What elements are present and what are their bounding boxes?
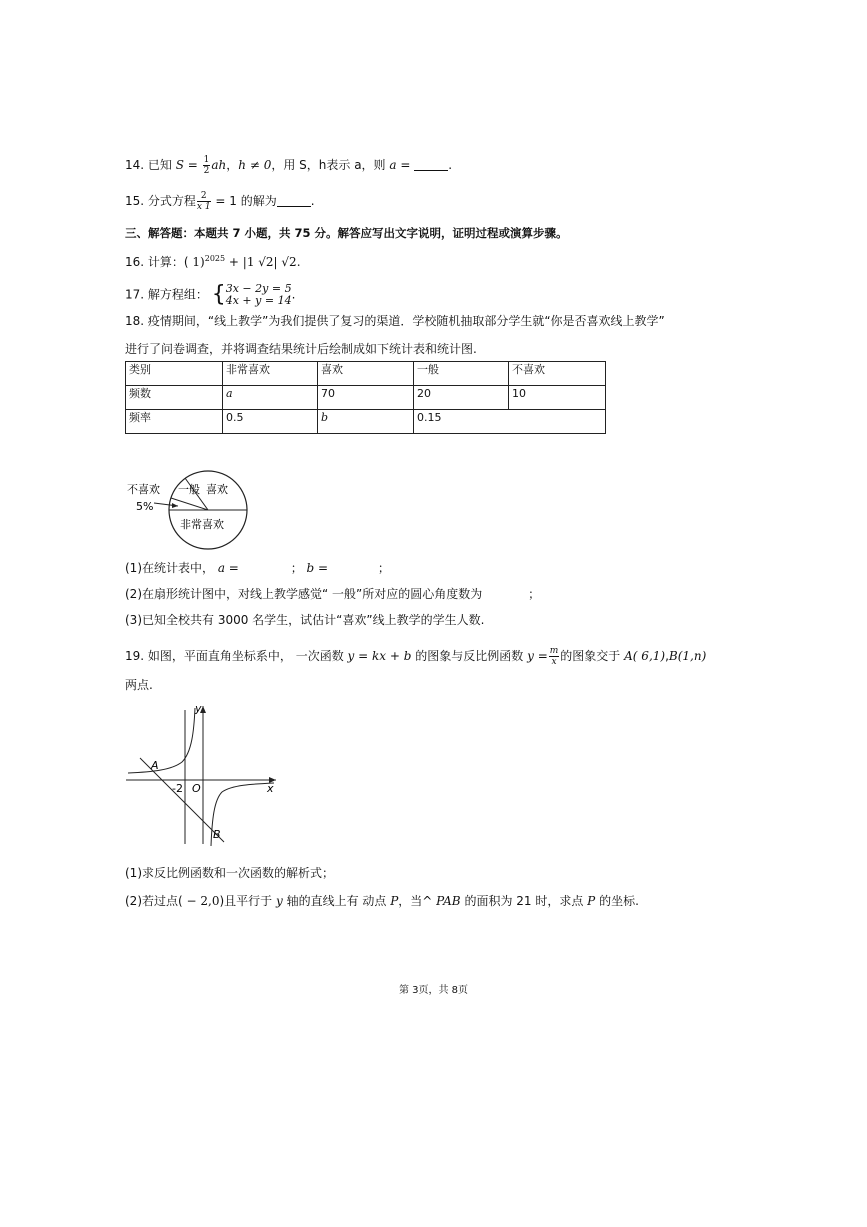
q14-formula-lhs: S = (175, 158, 198, 172)
q19-sub2e: 的面积为 21 时，求点 (460, 894, 584, 908)
q19-sub2a: (2)若过点( (125, 894, 183, 908)
graph-label-a: A (151, 759, 159, 772)
q19-line-2: 两点. (125, 678, 153, 692)
q16-exponent: 2025 (204, 254, 226, 263)
q19-linear-function: y = kx + b (347, 649, 412, 663)
question-16 (125, 251, 301, 270)
q17-end: . (291, 287, 296, 302)
q19-sub2b: )且平行于 (219, 894, 273, 908)
question-17 (125, 283, 295, 307)
q18-sub-3: (3)已知全校共有 3000 名学生，试估计“喜欢”线上教学的学生人数. (125, 613, 485, 627)
q19-sub2-p: P (386, 894, 399, 908)
table-cell: 70 (318, 386, 414, 410)
q19-line1c: 的图象交于 (560, 649, 621, 663)
table-row (126, 362, 606, 386)
page-footer: 第 3页，共 8页 (398, 985, 469, 996)
q17-eq1: 3x − 2y = 5 (225, 282, 292, 295)
pie-divider-dislike (171, 498, 208, 510)
table-cell: 频数 (126, 386, 223, 410)
table-cell: 20 (414, 386, 509, 410)
q14-end: . (448, 158, 453, 172)
pie-label-dislike: 不喜欢 (127, 483, 160, 496)
q14-h-cond: h ≠ 0 (238, 158, 272, 172)
section-3-heading: 三、解答题：本题共 7 小题，共 75 分。解答应写出文字说明，证明过程或演算步骤。 (125, 226, 568, 240)
q19-f2-den: x (551, 657, 557, 667)
q14-prefix: 14. 已知 (125, 158, 172, 172)
table-cell: 不喜欢 (509, 362, 606, 386)
q15-prefix: 15. 分式方程 (125, 194, 196, 208)
graph-label-b: B (213, 828, 221, 841)
q18-sub1-end: ； (377, 561, 390, 575)
graph-label-neg2: -2 (172, 782, 183, 795)
q17-brace: { (211, 282, 226, 307)
q19-sub2-pab: PAB (436, 894, 461, 908)
q19-line1a: 19. 如图，平面直角坐标系中， 一次函数 (125, 649, 344, 663)
q18-stats-table (125, 361, 606, 434)
q18-sub1-a: a = (217, 561, 239, 575)
q14-frac-den: 2 (203, 166, 210, 176)
graph-label-y: y (195, 702, 202, 715)
graph-label-x: x (267, 782, 274, 795)
q19-sub2f: 的坐标. (599, 894, 639, 908)
q14-answer-lhs: a = (389, 158, 411, 172)
q14-mid: ， (226, 158, 239, 172)
q18-line-1: 18. 疫情期间，“线上教学”为我们提供了复习的渠道．学校随机抽取部分学生就“你是否喜欢线上教学” (125, 314, 665, 328)
q19-point-b: B(1,n) (668, 649, 707, 663)
q19-sub-1: (1)求反比例函数和一次函数的解析式； (125, 866, 334, 880)
q17-prefix: 17. 解方程组： (125, 287, 208, 302)
pie-label-general: 一般 (178, 483, 200, 496)
q18-sub2-end: ； (528, 587, 541, 601)
q19-sub2-y: y (272, 894, 287, 908)
table-cell: 类别 (126, 362, 223, 386)
q19-f2-fraction (549, 646, 560, 667)
q19-sub2-p2: P (583, 894, 600, 908)
q18-sub1-text: (1)在统计表中， (125, 561, 214, 575)
q16-expr: 1) (188, 255, 205, 269)
q15-answer-blank (277, 194, 311, 207)
q18-sub1-sep: ； (290, 561, 303, 575)
q19-sub2c: 轴的直线上有 动点 (286, 894, 387, 908)
q14-answer-blank (414, 158, 448, 171)
q19-sub2d: ，当^ (398, 894, 437, 908)
q18-pie-chart (120, 470, 260, 552)
table-cell: 一般 (414, 362, 509, 386)
pie-label-like: 喜欢 (206, 483, 228, 496)
q19-f2-num: m (549, 646, 559, 656)
q18-sub1-b: b = (306, 561, 329, 575)
pie-label-very: 非常喜欢 (180, 518, 224, 531)
table-cell: 10 (509, 386, 606, 410)
table-cell: 0.5 (223, 410, 318, 434)
q19-coordinate-graph (122, 700, 282, 848)
q17-system (226, 283, 292, 307)
q14-formula-rhs: ah (211, 158, 227, 172)
q16-rest: + |1 √2| √2. (225, 255, 301, 269)
q15-end: . (310, 194, 315, 208)
q19-point-a: A( 6,1) (624, 649, 666, 663)
question-15 (125, 191, 315, 212)
graph-label-origin: O (192, 782, 201, 795)
q14-fraction (203, 155, 211, 176)
table-cell: b (318, 410, 414, 434)
table-row (126, 410, 606, 434)
q15-fraction (197, 191, 211, 212)
q19-line-1: 19. 如图，平面直角坐标系中， 一次函数 y = kx + b 的图象与反比例函数 y = $\frac{m}{x}$ 的图象交于 A( 6,1),B(1,n) (125, 646, 707, 667)
q19-sub-2 (125, 893, 639, 909)
table-cell: 喜欢 (318, 362, 414, 386)
q14-frac-num: 1 (203, 155, 210, 165)
q14-rest: ，用 S，h表示 a，则 (271, 158, 386, 172)
pie-label-pct: 5% (136, 500, 154, 513)
q18-sub-2 (125, 586, 540, 602)
q15-frac-den: x 1 (196, 202, 211, 212)
q17-eq2: 4x + y = 14 (225, 294, 292, 307)
q16-prefix: 16. 计算：( (125, 255, 189, 269)
q18-sub-1 (125, 560, 390, 576)
table-cell: a (223, 386, 318, 410)
q19-f2-lhs: y = (527, 649, 548, 663)
q18-sub2-text: (2)在扇形统计图中，对线上教学感觉“ 一般”所对应的圆心角度数为 (125, 587, 483, 601)
table-cell: 频率 (126, 410, 223, 434)
question-14 (125, 155, 452, 176)
q19-line1b: 的图象与反比例函数 (415, 649, 524, 663)
table-cell: 0.15 (414, 410, 606, 434)
q19-sub2-point: − 2,0 (182, 894, 220, 908)
q18-line-2: 进行了问卷调查，并将调查结果统计后绘制成如下统计表和统计图. (125, 342, 477, 356)
q15-rest: = 1 的解为 (215, 194, 277, 208)
table-row (126, 386, 606, 410)
table-cell: 非常喜欢 (223, 362, 318, 386)
q15-frac-num: 2 (197, 191, 211, 202)
